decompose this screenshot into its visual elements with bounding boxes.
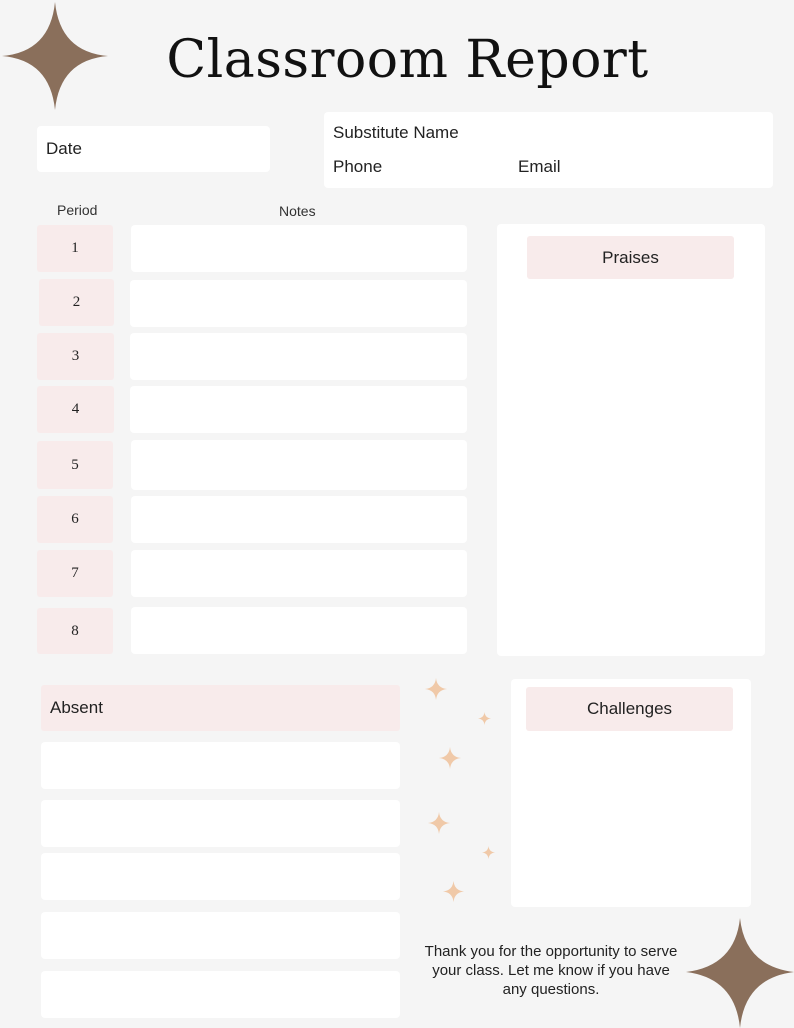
sparkle-icon <box>425 678 447 700</box>
thank-you-message: Thank you for the opportunity to serve your class. Let me know if you have any questions. <box>424 943 678 998</box>
absent-label: Absent <box>50 698 103 717</box>
period-number: 2 <box>39 279 114 326</box>
absent-field[interactable] <box>41 742 400 789</box>
page-title: Classroom Report <box>166 30 649 90</box>
notes-field[interactable] <box>131 550 467 597</box>
praises-box[interactable] <box>497 224 765 656</box>
sparkle-icon <box>478 712 491 725</box>
absent-field[interactable] <box>41 971 400 1018</box>
sparkle-icon <box>443 881 464 902</box>
sparkle-icon <box>439 747 461 769</box>
period-number: 7 <box>37 550 113 597</box>
period-number: 8 <box>37 608 113 654</box>
notes-field[interactable] <box>131 607 467 654</box>
phone-label: Phone <box>333 157 383 176</box>
challenges-heading: Challenges <box>526 687 733 731</box>
email-label: Email <box>518 157 561 176</box>
date-label: Date <box>46 139 82 158</box>
notes-column-header: Notes <box>279 203 316 219</box>
absent-field[interactable] <box>41 853 400 900</box>
star-icon-bottom-right <box>684 916 794 1028</box>
notes-field[interactable] <box>131 496 467 543</box>
notes-field[interactable] <box>130 386 467 433</box>
period-number: 3 <box>37 333 114 380</box>
notes-field[interactable] <box>130 280 467 327</box>
absent-field[interactable] <box>41 912 400 959</box>
period-number: 1 <box>37 225 113 272</box>
period-column-header: Period <box>57 202 98 218</box>
period-number: 4 <box>37 386 114 433</box>
notes-field[interactable] <box>130 333 467 380</box>
sparkle-icon <box>428 812 450 834</box>
sparkle-icon <box>482 846 495 859</box>
period-number: 6 <box>37 496 113 543</box>
absent-field[interactable] <box>41 800 400 847</box>
substitute-name-label: Substitute Name <box>333 123 459 142</box>
praises-heading: Praises <box>527 236 734 279</box>
notes-field[interactable] <box>131 440 467 490</box>
notes-field[interactable] <box>131 225 467 272</box>
period-number: 5 <box>37 441 113 489</box>
